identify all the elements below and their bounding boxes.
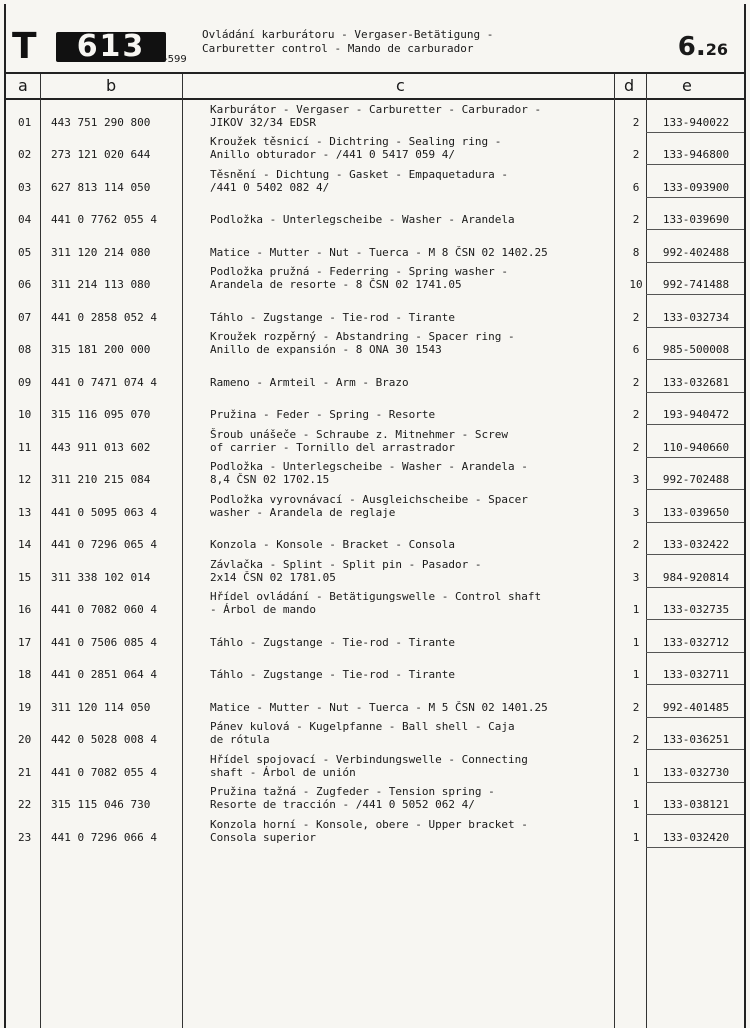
- cell-b: 441 0 7296 065 4: [51, 538, 157, 551]
- table-row: [6, 815, 744, 848]
- cell-b: 443 911 013 602: [51, 440, 151, 454]
- cell-c: Podložka - Unterlegscheibe - Washer - Arandela: [210, 213, 515, 226]
- cell-b: 441 0 7082 060 4: [51, 603, 157, 616]
- cell-b: 311 338 102 014: [51, 570, 151, 584]
- cell-d: 3: [632, 570, 640, 584]
- table-row: [6, 555, 744, 588]
- cell-c: Matice - Mutter - Nut - Tuerca - M 8 ČSN 02 1402.25: [210, 245, 548, 259]
- cell-b: 443 751 290 800: [51, 115, 151, 129]
- col-header-a: a: [18, 76, 28, 95]
- cell-a: 02: [18, 148, 32, 161]
- cell-a: 13: [18, 505, 32, 519]
- cell-e: 133-940022: [662, 115, 730, 129]
- cell-b: 441 0 2858 052 4: [51, 310, 157, 324]
- tatra-logo: [12, 26, 162, 67]
- cell-b: 311 120 114 050: [51, 700, 151, 714]
- cell-a: 05: [18, 245, 32, 259]
- cell-b: 441 0 7471 074 4: [51, 375, 157, 389]
- cell-e: 133-032734: [662, 310, 730, 324]
- cell-a: 14: [18, 538, 32, 551]
- parts-catalog-page: [4, 4, 746, 1028]
- cell-c: Karburátor - Vergaser - Carburetter - Carburador - JIKOV 32/34 EDSR: [210, 102, 542, 129]
- cell-a: 08: [18, 343, 32, 356]
- cell-e: 992-401485: [662, 700, 730, 714]
- table-row: [6, 198, 744, 231]
- cell-c: Podložka - Unterlegscheibe - Washer - Arandela - 8,4 ČSN 02 1702.15: [210, 460, 528, 486]
- cell-d: 2: [632, 440, 640, 454]
- cell-e: 133-032711: [662, 668, 730, 681]
- cell-d: 2: [632, 408, 640, 421]
- logo-model-number: 613: [56, 32, 166, 62]
- table-row: [6, 263, 744, 296]
- cell-c: Závlačka - Splint - Split pin - Pasador - 2x14 ČSN 02 1781.05: [210, 557, 482, 584]
- cell-b: 315 181 200 000: [51, 343, 151, 356]
- cell-b: 441 0 2851 064 4: [51, 668, 157, 681]
- col-header-d: d: [624, 76, 635, 95]
- cell-c: Podložka vyrovnávací - Ausgleichscheibe - Spacer washer - Arandela de reglaje: [210, 492, 528, 519]
- cell-d: 2: [632, 310, 640, 324]
- cell-b: 315 115 046 730: [51, 798, 151, 811]
- cell-e: 992-402488: [662, 245, 730, 259]
- cell-c: Konzola - Konsole - Bracket - Consola: [210, 538, 456, 551]
- cell-b: 311 214 113 080: [51, 278, 151, 291]
- cell-c: Matice - Mutter - Nut - Tuerca - M 5 ČSN 02 1401.25: [210, 700, 548, 714]
- cell-d: 2: [632, 700, 640, 714]
- col-header-e: e: [682, 76, 692, 95]
- col-header-b: b: [106, 76, 117, 95]
- cell-b: 441 0 7296 066 4: [51, 830, 157, 844]
- cell-d: 6: [632, 180, 640, 194]
- col-header-c: c: [396, 76, 405, 95]
- cell-d: 1: [632, 830, 640, 844]
- cell-a: 09: [18, 375, 32, 389]
- table-row: [6, 685, 744, 718]
- cell-a: 03: [18, 180, 32, 194]
- table-row: [6, 425, 744, 458]
- cell-c: Konzola horní - Konsole, obere - Upper bracket - Consola superior: [210, 817, 528, 844]
- cell-c: Táhlo - Zugstange - Tie-rod - Tirante: [210, 635, 456, 649]
- cell-a: 17: [18, 635, 32, 649]
- cell-c: Táhlo - Zugstange - Tie-rod - Tirante: [210, 310, 456, 324]
- page-number-main: 6.: [677, 32, 706, 62]
- cell-e: 133-039690: [662, 213, 730, 226]
- table-row: [6, 458, 744, 491]
- cell-d: 2: [632, 148, 640, 161]
- cell-a: 04: [18, 213, 32, 226]
- cell-d: 1: [632, 765, 640, 779]
- cell-a: 01: [18, 115, 32, 129]
- cell-e: 133-036251: [662, 733, 730, 746]
- page-number-sub: 26: [705, 40, 728, 59]
- cell-e: 984-920814: [662, 570, 730, 584]
- cell-e: 133-032422: [662, 538, 730, 551]
- cell-a: 21: [18, 765, 32, 779]
- model-suffix-value: 599: [167, 54, 187, 65]
- cell-e: 133-039650: [662, 505, 730, 519]
- cell-d: 3: [632, 505, 640, 519]
- cell-d: 8: [632, 245, 640, 259]
- cell-a: 18: [18, 668, 32, 681]
- cell-d: 2: [632, 213, 640, 226]
- table-row: [6, 783, 744, 816]
- table-row: [6, 523, 744, 556]
- cell-c: Pružina tažná - Zugfeder - Tension spring - Resorte de tracción - /441 0 5052 062 4/: [210, 785, 495, 811]
- cell-d: 2: [632, 538, 640, 551]
- cell-a: 06: [18, 278, 32, 291]
- cell-d: 1: [632, 603, 640, 616]
- cell-e: 133-032712: [662, 635, 730, 649]
- cell-a: 19: [18, 700, 32, 714]
- page-header: [6, 4, 744, 74]
- cell-e: 110-940660: [662, 440, 730, 454]
- cell-c: Pánev kulová - Kugelpfanne - Ball shell - Caja de rótula: [210, 720, 515, 746]
- cell-b: 441 0 5095 063 4: [51, 505, 157, 519]
- table-row: [6, 718, 744, 751]
- cell-a: 10: [18, 408, 32, 421]
- cell-c: Kroužek rozpěrný - Abstandring - Spacer ring - Anillo de expansión - 8 ONA 30 1543: [210, 330, 515, 356]
- table-row: [6, 295, 744, 328]
- section-title-line2: Carburetter control - Mando de carburador: [202, 42, 474, 55]
- model-suffix: -599: [164, 54, 187, 65]
- table-row: [6, 490, 744, 523]
- cell-c: Podložka pružná - Federring - Spring washer - Arandela de resorte - 8 ČSN 02 1741.05: [210, 265, 509, 291]
- cell-e: 133-032735: [662, 603, 730, 616]
- cell-e: 133-032681: [662, 375, 730, 389]
- cell-a: 07: [18, 310, 32, 324]
- cell-e: 133-038121: [662, 798, 730, 811]
- table-row: [6, 393, 744, 426]
- cell-e: 985-500008: [662, 343, 730, 356]
- table-row: [6, 620, 744, 653]
- cell-b: 442 0 5028 008 4: [51, 733, 157, 746]
- cell-c: Šroub unášeče - Schraube z. Mitnehmer - Screw of carrier - Tornillo del arrastrador: [210, 427, 509, 454]
- section-title: [202, 28, 493, 56]
- row-divider: [646, 847, 744, 848]
- cell-b: 273 121 020 644: [51, 148, 151, 161]
- cell-c: Rameno - Armteil - Arm - Brazo: [210, 375, 409, 389]
- cell-b: 441 0 7506 085 4: [51, 635, 157, 649]
- cell-c: Pružina - Feder - Spring - Resorte: [210, 408, 436, 421]
- cell-b: 441 0 7082 055 4: [51, 765, 157, 779]
- cell-d: 10: [629, 278, 643, 291]
- cell-d: 1: [632, 635, 640, 649]
- cell-b: 315 116 095 070: [51, 408, 151, 421]
- cell-d: 3: [632, 473, 640, 486]
- cell-d: 1: [632, 798, 640, 811]
- cell-c: Hřídel spojovací - Verbindungswelle - Connecting shaft - Árbol de unión: [210, 752, 528, 779]
- cell-d: 6: [632, 343, 640, 356]
- cell-c: Kroužek těsnicí - Dichtring - Sealing ring - Anillo obturador - /441 0 5417 059 4/: [210, 135, 502, 161]
- table-row: [6, 588, 744, 621]
- table-row: [6, 230, 744, 263]
- table-row: [6, 133, 744, 166]
- cell-c: Táhlo - Zugstange - Tie-rod - Tirante: [210, 668, 456, 681]
- cell-e: 133-946800: [662, 148, 730, 161]
- table-row: [6, 100, 744, 133]
- table-row: [6, 165, 744, 198]
- cell-a: 23: [18, 830, 32, 844]
- cell-a: 11: [18, 440, 32, 454]
- cell-e: 133-032730: [662, 765, 730, 779]
- column-header-row: [6, 74, 744, 100]
- section-title-line1: Ovládání karburátoru - Vergaser-Betätigung -: [202, 28, 494, 41]
- table-row: [6, 750, 744, 783]
- cell-e: 133-093900: [662, 180, 730, 194]
- page-number: [678, 32, 728, 62]
- cell-e: 133-032420: [662, 830, 730, 844]
- cell-a: 16: [18, 603, 32, 616]
- cell-a: 20: [18, 733, 32, 746]
- cell-d: 2: [632, 375, 640, 389]
- cell-c: Těsnění - Dichtung - Gasket - Empaquetadura - /441 0 5402 082 4/: [210, 167, 509, 194]
- cell-e: 992-741488: [662, 278, 730, 291]
- cell-c: Hřídel ovládání - Betätigungswelle - Control shaft - Árbol de mando: [210, 590, 542, 616]
- table-row: [6, 360, 744, 393]
- cell-b: 441 0 7762 055 4: [51, 213, 157, 226]
- table-row: [6, 653, 744, 686]
- cell-b: 311 210 215 084: [51, 473, 151, 486]
- cell-e: 193-940472: [662, 408, 730, 421]
- cell-d: 2: [632, 733, 640, 746]
- table-row: [6, 328, 744, 361]
- cell-d: 2: [632, 115, 640, 129]
- cell-e: 992-702488: [662, 473, 730, 486]
- parts-table: [6, 100, 744, 848]
- cell-b: 311 120 214 080: [51, 245, 151, 259]
- cell-a: 15: [18, 570, 32, 584]
- cell-a: 22: [18, 798, 32, 811]
- cell-b: 627 813 114 050: [51, 180, 151, 194]
- cell-d: 1: [632, 668, 640, 681]
- cell-a: 12: [18, 473, 32, 486]
- logo-letter: T: [12, 26, 37, 67]
